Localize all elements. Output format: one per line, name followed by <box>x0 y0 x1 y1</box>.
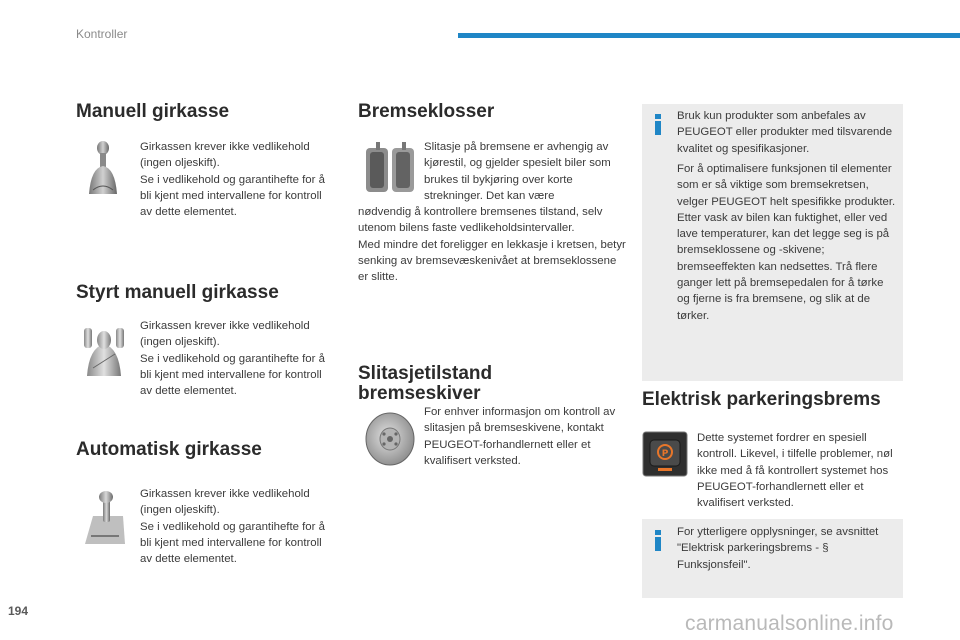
automatic-gearbox-title: Automatisk girkasse <box>76 439 262 460</box>
brake-pads-title: Bremseklosser <box>358 101 495 122</box>
info-box-parking-text: For ytterligere opplysninger, se avsnittet "Elektrisk parkeringsbrems - § Funksjonsfeil". <box>677 526 879 571</box>
manual-gearbox-title: Manuell girkasse <box>76 101 230 122</box>
watermark: carmanualsonline.info <box>685 612 894 635</box>
svg-text:P: P <box>661 449 669 459</box>
info-box-text-2: For å optimalisere funksjonen til elementer som er så viktige som bremsekretsen, velger PEUGEOT helt spesifikke produkter. Etter vask av bilen kan fuktighet, eller ved lave temperaturer, kan det legge seg is på bremseklossene og -skivene; bremseeffekten kan nedsettes. Trå flere ganger lett på bremsepedalen for å tørke og fjerne is fra bremsene, og slik at de tørker. <box>677 163 896 322</box>
brake-pads-text: nødvendig å kontrollere bremsenes tilstand, selv utenom bilens faste vedlikeholdsintervaller. Med mindre det foreligger en lekkasje i kretsen, betyr senking av bremsevæskenivået at bremseklossene er slitte. <box>358 206 626 284</box>
page-header-title: Kontroller <box>76 27 128 41</box>
steered-gearbox-title: Styrt manuell girkasse <box>76 282 279 303</box>
brake-pads-icon <box>362 140 418 200</box>
brake-discs-title: Slitasjetilstand bremseskiver <box>358 363 493 404</box>
header-accent-bar <box>458 33 960 38</box>
info-box-text-1: Bruk kun produkter som anbefales av PEUGEOT eller produkter med tilsvarende kvalitet og spesifikasjoner. <box>677 110 893 155</box>
brake-discs-text: For enhver informasjon om kontroll av slitasjen på bremseskivene, kontakt PEUGEOT-forhandlernett eller et kvalifisert verksted. <box>424 406 616 467</box>
parking-brake-title: Elektrisk parkeringsbrems <box>642 389 881 410</box>
parking-brake-warning-icon <box>642 431 688 477</box>
info-icon <box>654 114 662 135</box>
automatic-gearbox-text: Girkassen krever ikke vedlikehold (ingen oljeskift). Se i vedlikehold og garantihefte for å bli kjent med intervallene for kontroll av dette elementet. <box>140 488 325 566</box>
manual-gearshift-icon <box>79 138 129 198</box>
steered-gearshift-icon <box>79 318 129 378</box>
brake-disc-icon <box>362 407 418 467</box>
parking-brake-text: Dette systemet fordrer en spesiell kontroll. Likevel, i tilfelle problemer, nøl ikke med å få kontrollert systemet hos PEUGEOT-forhandlernett eller et kvalifisert verksted. <box>697 432 893 510</box>
page-number: 194 <box>8 604 29 618</box>
info-icon <box>654 530 662 551</box>
info-box-parking-brake <box>642 519 903 598</box>
manual-gearbox-text: Girkassen krever ikke vedlikehold (ingen oljeskift). Se i vedlikehold og garantihefte for å bli kjent med intervallene for kontroll av dette elementet. <box>140 141 325 219</box>
brake-pads-intro: Slitasje på bremsene er avhengig av kjørestil, og gjelder spesielt biler som brukes til bykjøring over korte strekninger. Det kan være <box>424 141 611 202</box>
steered-gearbox-text: Girkassen krever ikke vedlikehold (ingen oljeskift). Se i vedlikehold og garantihefte for å bli kjent med intervallene for kontroll av dette elementet. <box>140 320 325 398</box>
automatic-gearshift-icon <box>79 486 129 546</box>
info-box-brake-products <box>642 104 903 381</box>
